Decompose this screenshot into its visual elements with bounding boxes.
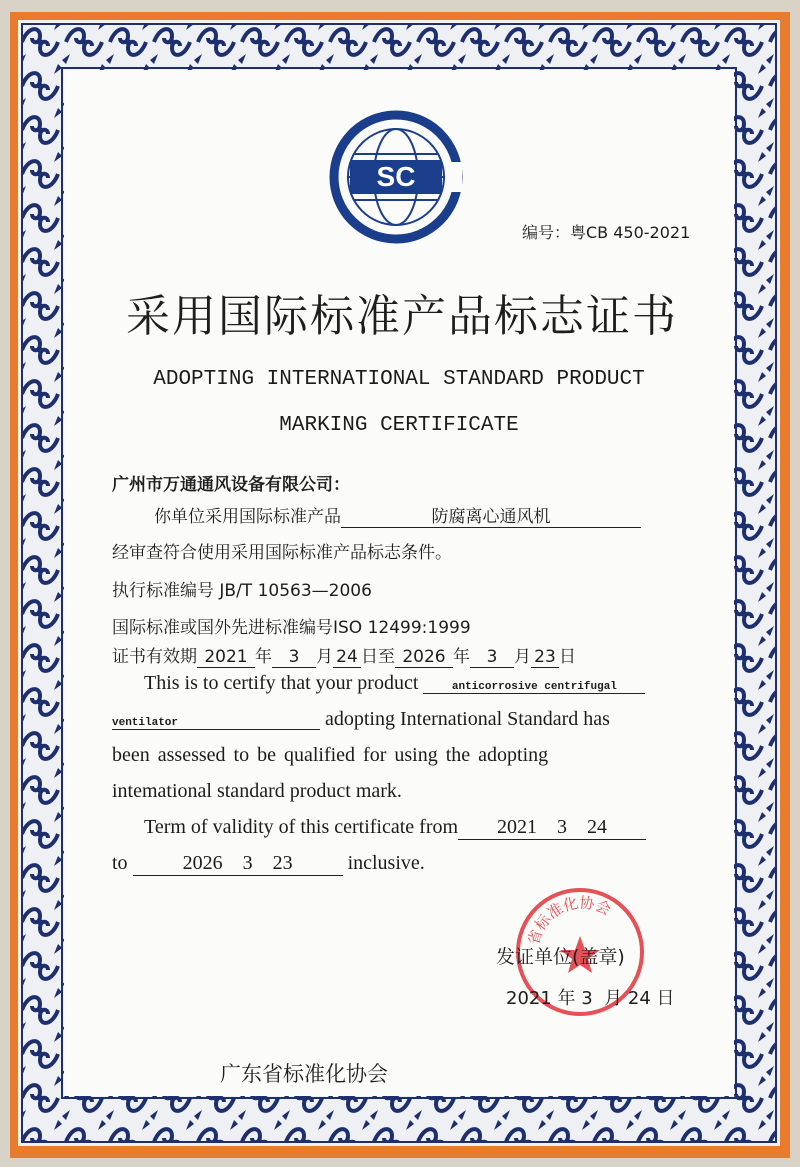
product-name-en-2: ventilator — [112, 717, 320, 730]
svg-text:省标准化协会 — [524, 894, 613, 948]
en-validity-prefix: Term of validity of this certificate from — [144, 816, 459, 838]
logo-text: SC — [376, 161, 416, 192]
issue-date: 2021 年 3 月 24 日 — [506, 988, 675, 1009]
en-to-line — [112, 852, 425, 876]
day-char: 日 — [559, 647, 576, 667]
en-to-date: 2026 3 23 — [133, 852, 343, 876]
globe-logo-icon — [324, 102, 464, 252]
to-day: 23 — [531, 647, 559, 668]
en-line2 — [112, 708, 610, 731]
cn-line2: 经审查符合使用采用国际标准产品标志条件。 — [112, 543, 452, 563]
certificate-number: 编号：粤CB 450-2021 — [522, 223, 691, 242]
cn-line3: 执行标准编号 JB/T 10563—2006 — [112, 581, 372, 601]
en-line3: been assessed to be qualified for using the adopting — [112, 744, 549, 766]
to-year: 2026 — [395, 647, 453, 668]
product-name-cn: 防腐离心通风机 — [341, 502, 641, 528]
title-english-line2: MARKING CERTIFICATE — [279, 414, 519, 437]
en-validity-line — [144, 816, 646, 840]
from-year: 2021 — [197, 647, 255, 668]
product-name-en-1: anticorrosive centrifugal — [423, 681, 645, 694]
cn-line4-prefix: 国际标准或国外先进标准编号 — [112, 618, 333, 638]
en-line1 — [144, 672, 645, 695]
en-from-date: 2021 3 24 — [458, 816, 646, 840]
month-char-2: 月 — [514, 647, 531, 667]
cn-line1 — [154, 502, 641, 528]
cn-line4 — [112, 613, 471, 638]
en-to-word: to — [112, 852, 128, 874]
year-char: 年 — [255, 647, 272, 667]
certificate-frame — [18, 20, 780, 1146]
title-chinese: 采用国际标准产品标志证书 — [126, 291, 678, 342]
from-month: 3 — [272, 647, 316, 668]
seal-text: 省标准化协会 — [524, 893, 614, 948]
validity-prefix: 证书有效期 — [112, 647, 197, 667]
intl-standard-number: ISO 12499:1999 — [333, 618, 471, 638]
en-line2-suffix: adopting International Standard has — [325, 708, 610, 730]
issuer-label: 发证单位(盖章) — [496, 946, 625, 968]
en-inclusive: inclusive. — [347, 852, 425, 874]
month-char: 月 — [316, 647, 333, 667]
en-line4: intemational standard product mark. — [112, 780, 402, 802]
cn-validity — [112, 642, 576, 668]
day-to: 日至 — [361, 647, 395, 667]
cn-line1-prefix: 你单位采用国际标准产品 — [154, 507, 341, 527]
title-english-line1: ADOPTING INTERNATIONAL STANDARD PRODUCT — [153, 368, 645, 391]
certificate-paper — [64, 70, 734, 1096]
to-month: 3 — [470, 647, 514, 668]
from-day: 24 — [333, 647, 361, 668]
en-line1-prefix: This is to certify that your product — [144, 672, 419, 694]
company-name: 广州市万通通风设备有限公司： — [112, 475, 350, 495]
year-char-2: 年 — [453, 647, 470, 667]
issuing-organization: 广东省标准化协会 — [220, 1062, 388, 1086]
